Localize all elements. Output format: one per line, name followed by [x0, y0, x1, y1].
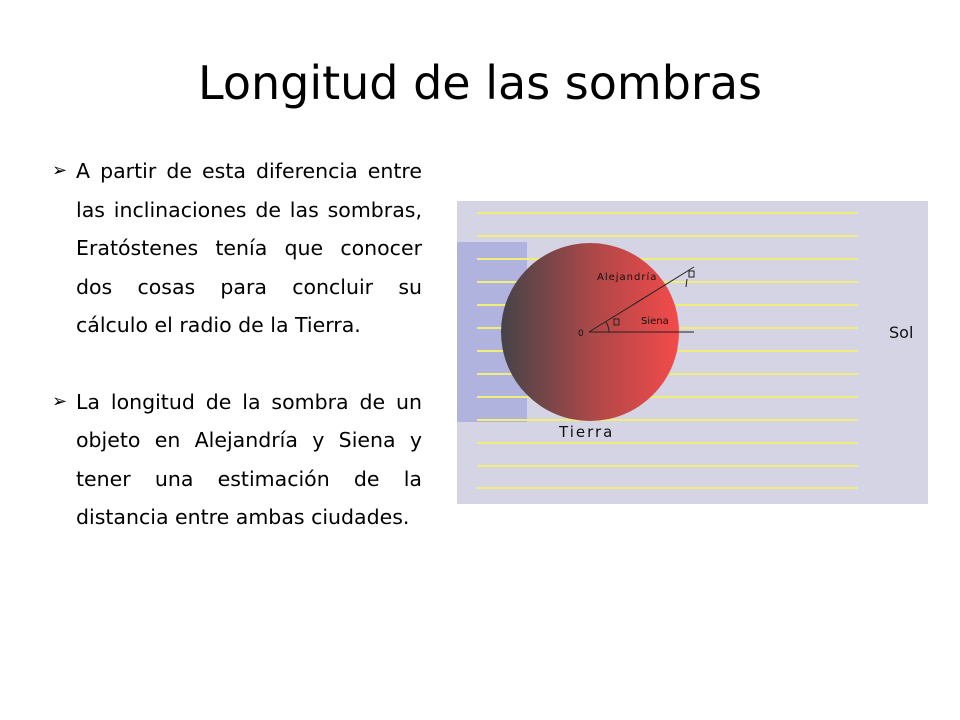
arrow-bullet-icon: ➢ [52, 390, 68, 412]
bullet-item [52, 152, 422, 345]
slide-title: Longitud de las sombras [198, 56, 762, 110]
label-tierra: Tierra [559, 423, 615, 441]
bullet-item [52, 383, 422, 537]
label-origin: 0 [578, 329, 584, 339]
label-alejandria: Alejandría [597, 272, 658, 283]
diagram-svg [457, 201, 928, 504]
bullet-list [52, 152, 422, 575]
label-siena: Siena [641, 316, 669, 327]
bullet-text: A partir de esta diferencia entre las inclinaciones de las sombras, Eratóstenes tenía que conocer dos cosas para concluir su cálculo el radio de la Tierra. [76, 159, 422, 337]
bullet-text: La longitud de la sombra de un objeto en Alejandría y Siena y tener una estimación de la distancia entre ambas ciudades. [76, 389, 422, 529]
label-sol: Sol [889, 323, 914, 342]
eratosthenes-diagram [457, 201, 928, 504]
arrow-bullet-icon: ➢ [52, 160, 68, 181]
